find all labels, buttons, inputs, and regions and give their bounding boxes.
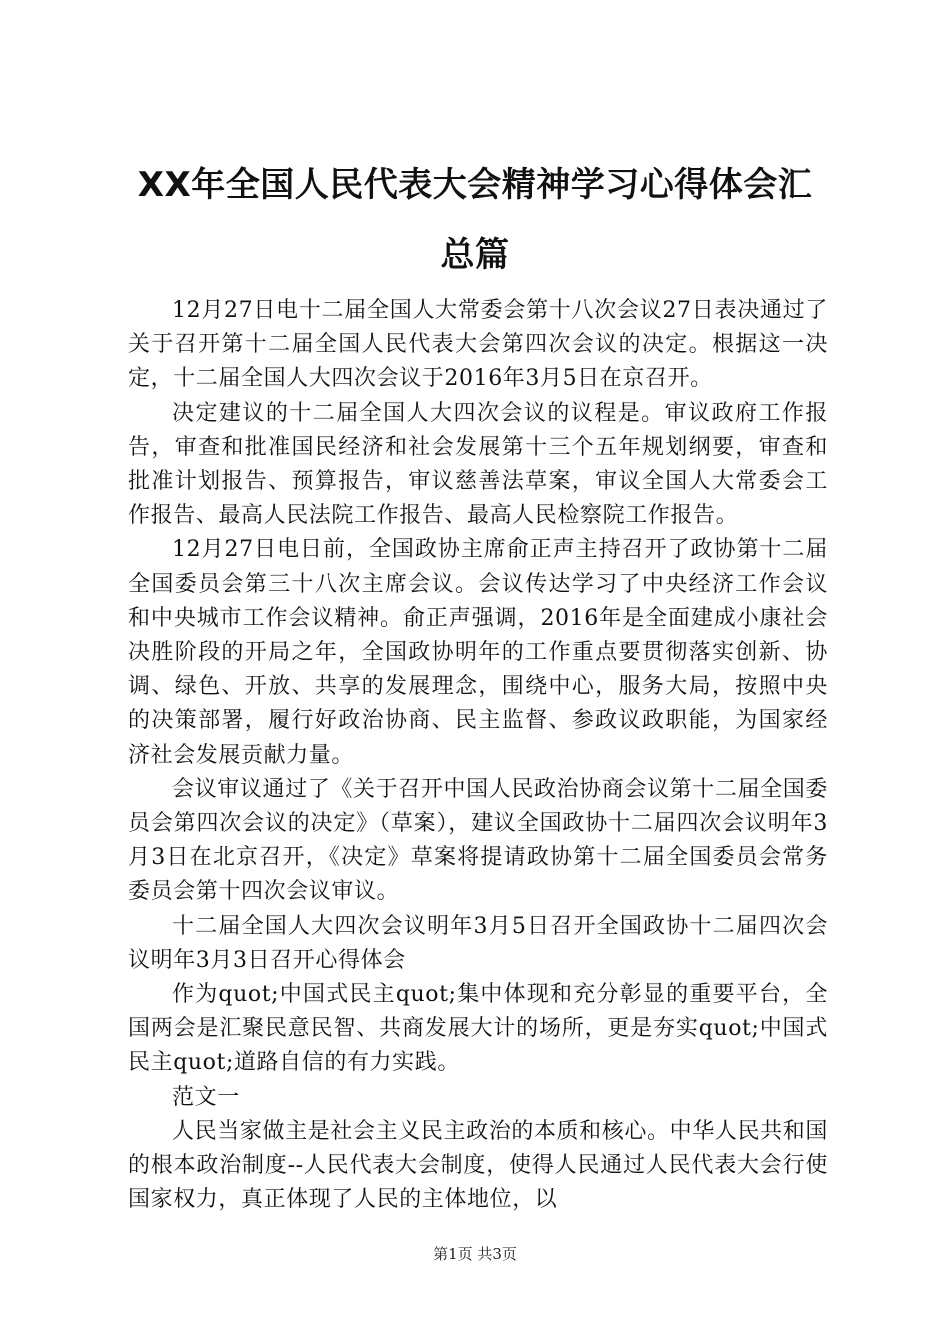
- title-line-1: XX年全国人民代表大会精神学习心得体会汇: [137, 165, 813, 205]
- page-footer: 第1页 共3页: [433, 1245, 517, 1263]
- paragraph: 作为quot;中国式民主quot;集中体现和充分彰显的重要平台，全国两会是汇聚民意民智、共商发展大计的场所，更是夯实quot;中国式民主quot;道路自信的有力实践。: [128, 982, 828, 1076]
- document-body: [128, 294, 828, 1217]
- section-heading: 范文一: [172, 1084, 240, 1110]
- paragraph: 十二届全国人大四次会议明年3月5日召开全国政协十二届四次会议明年3月3日召开心得体会: [128, 913, 828, 973]
- paragraph: 会议审议通过了《关于召开中国人民政治协商会议第十二届全国委员会第四次会议的决定》（草案），建议全国政协十二届四次会议明年3月3日在北京召开，《决定》草案将提请政协第十二届全国委员会常务委员会第十四次会议审议。: [128, 776, 828, 905]
- paragraph: 12月27日电十二届全国人大常委会第十八次会议27日表决通过了关于召开第十二届全国人民代表大会第四次会议的决定。根据这一决定，十二届全国人大四次会议于2016年3月5日在京召开。: [128, 298, 828, 392]
- paragraph: 12月27日电日前，全国政协主席俞正声主持召开了政协第十二届全国委员会第三十八次主席会议。会议传达学习了中央经济工作会议和中央城市工作会议精神。俞正声强调，2016年是全面建成小康社会决胜阶段的开局之年，全国政协明年的工作重点要贯彻落实创新、协调、绿色、开放、共享的发展理念，围绕中心，服务大局，按照中央的决策部署，履行好政治协商、民主监督、参政议政职能，为国家经济社会发展贡献力量。: [128, 537, 828, 768]
- paragraph: 决定建议的十二届全国人大四次会议的议程是。审议政府工作报告，审查和批准国民经济和社会发展第十三个五年规划纲要，审查和批准计划报告、预算报告，审议慈善法草案，审议全国人大常委会工作报告、最高人民法院工作报告、最高人民检察院工作报告。: [128, 400, 828, 529]
- paragraph: 人民当家做主是社会主义民主政治的本质和核心。中华人民共和国的根本政治制度--人民代表大会制度，使得人民通过人民代表大会行使国家权力，真正体现了人民的主体地位，以: [128, 1118, 828, 1213]
- document-title: [128, 150, 822, 290]
- title-line-2: 总篇: [440, 235, 510, 275]
